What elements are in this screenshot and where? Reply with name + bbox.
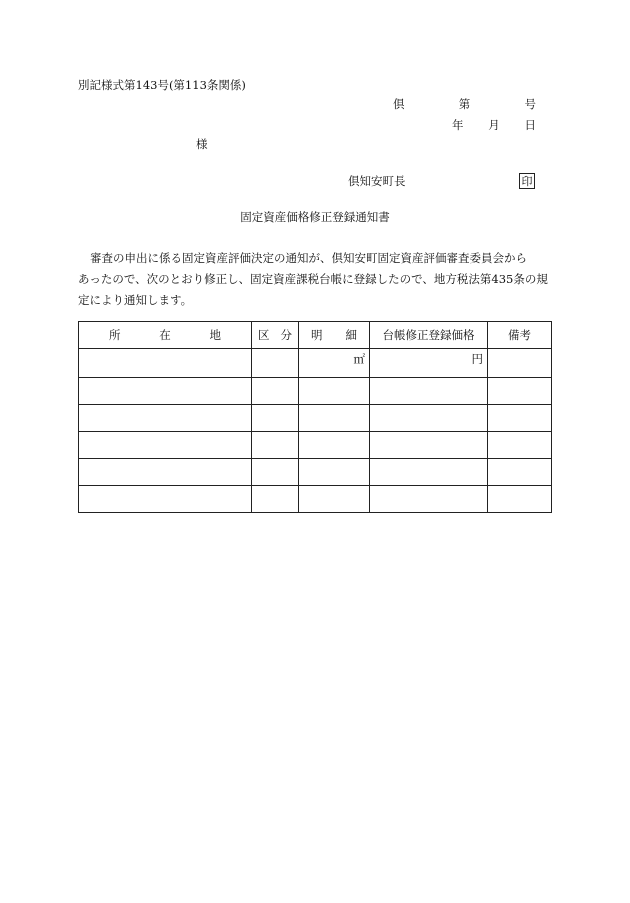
doc-number-go: 号 bbox=[524, 97, 536, 111]
cell-price[interactable] bbox=[370, 459, 488, 486]
issuer-name: 倶知安町長 bbox=[348, 174, 406, 188]
header-category-char: 区 bbox=[258, 328, 270, 342]
cell-remarks[interactable] bbox=[488, 459, 552, 486]
cell-location[interactable] bbox=[79, 349, 252, 378]
addressee: 様 bbox=[196, 137, 208, 151]
cell-category[interactable] bbox=[252, 486, 299, 513]
cell-location[interactable] bbox=[79, 486, 252, 513]
cell-details[interactable] bbox=[299, 459, 370, 486]
notice-body bbox=[78, 248, 552, 311]
header-category-char: 分 bbox=[280, 328, 292, 342]
date-year: 年 bbox=[452, 118, 464, 132]
cell-details[interactable] bbox=[299, 405, 370, 432]
seal-icon: 印 bbox=[519, 173, 535, 189]
document-title: 固定資産価格修正登録通知書 bbox=[240, 210, 390, 224]
cell-category[interactable] bbox=[252, 349, 299, 378]
cell-price[interactable] bbox=[370, 405, 488, 432]
cell-remarks[interactable] bbox=[488, 486, 552, 513]
cell-category[interactable] bbox=[252, 459, 299, 486]
form-number: 別記様式第143号(第113条関係) bbox=[78, 78, 246, 92]
body-line: 定により通知します。 bbox=[78, 293, 193, 307]
cell-location[interactable] bbox=[79, 432, 252, 459]
doc-number-prefix: 倶 bbox=[393, 97, 405, 111]
cell-category[interactable] bbox=[252, 432, 299, 459]
body-line: あったので、次のとおり修正し、固定資産課税台帳に登録したので、地方税法第435条の規 bbox=[78, 272, 548, 286]
cell-details[interactable] bbox=[299, 432, 370, 459]
header-details bbox=[299, 322, 370, 349]
cell-remarks[interactable] bbox=[488, 349, 552, 378]
header-price: 台帳修正登録価格 bbox=[370, 322, 488, 349]
cell-category[interactable] bbox=[252, 378, 299, 405]
date-day: 日 bbox=[524, 118, 536, 132]
issue-date bbox=[452, 120, 536, 132]
table-row bbox=[79, 349, 552, 378]
cell-details-unit[interactable]: ㎡ bbox=[299, 349, 370, 378]
header-location-char: 所 bbox=[109, 328, 121, 342]
cell-price[interactable] bbox=[370, 486, 488, 513]
date-month: 月 bbox=[488, 118, 500, 132]
header-category bbox=[252, 322, 299, 349]
cell-details[interactable] bbox=[299, 486, 370, 513]
cell-location[interactable] bbox=[79, 378, 252, 405]
table-row bbox=[79, 486, 552, 513]
cell-remarks[interactable] bbox=[488, 432, 552, 459]
cell-remarks[interactable] bbox=[488, 378, 552, 405]
header-location-char: 在 bbox=[159, 328, 171, 342]
cell-remarks[interactable] bbox=[488, 405, 552, 432]
doc-number-dai: 第 bbox=[458, 97, 471, 111]
cell-category[interactable] bbox=[252, 405, 299, 432]
body-line: 審査の申出に係る固定資産評価決定の通知が、倶知安町固定資産評価審査委員会から bbox=[90, 251, 527, 265]
header-remarks: 備考 bbox=[488, 322, 552, 349]
header-details-char: 細 bbox=[345, 328, 357, 342]
table-row bbox=[79, 459, 552, 486]
cell-price-unit[interactable]: 円 bbox=[370, 349, 488, 378]
cell-price[interactable] bbox=[370, 432, 488, 459]
registration-table bbox=[78, 321, 552, 513]
cell-price[interactable] bbox=[370, 378, 488, 405]
table-row bbox=[79, 405, 552, 432]
document-number bbox=[393, 99, 536, 111]
table-header-row bbox=[79, 322, 552, 349]
table-row bbox=[79, 432, 552, 459]
header-details-char: 明 bbox=[311, 328, 323, 342]
header-location-char: 地 bbox=[209, 328, 221, 342]
header-location bbox=[79, 322, 252, 349]
cell-location[interactable] bbox=[79, 405, 252, 432]
cell-location[interactable] bbox=[79, 459, 252, 486]
table-row bbox=[79, 378, 552, 405]
cell-details[interactable] bbox=[299, 378, 370, 405]
